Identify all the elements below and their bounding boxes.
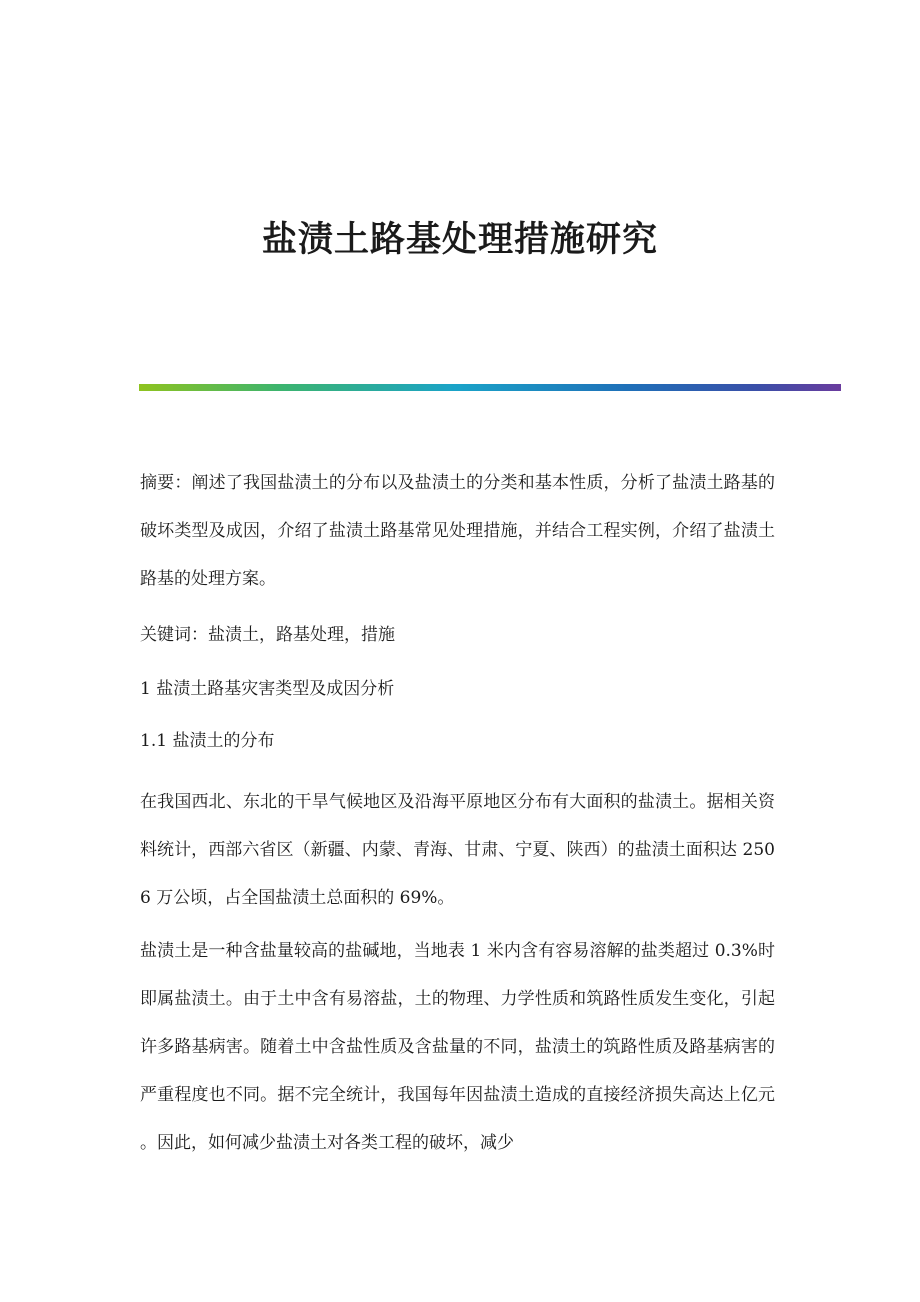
title-divider <box>139 384 841 391</box>
body-paragraph-1: 在我国西北、东北的干旱气候地区及沿海平原地区分布有大面积的盐渍土。据相关资料统计，西部六省区（新疆、内蒙、青海、甘肃、宁夏、陕西）的盐渍土面积达 2506 万公顷，占全国盐渍土总面积的 69%。 <box>140 792 775 908</box>
section-heading-1: 1 盐渍土路基灾害类型及成因分析 <box>140 679 395 699</box>
body-paragraph-2: 盐渍土是一种含盐量较高的盐碱地，当地表 1 米内含有容易溶解的盐类超过 0.3%时即属盐渍土。由于土中含有易溶盐，土的物理、力学性质和筑路性质发生变化，引起许多路基病害。随着土中含盐性质及含盐量的不同，盐渍土的筑路性质及路基病害的严重程度也不同。据不完全统计，我国每年因盐渍土造成的直接经济损失高达上亿元。因此，如何减少盐渍土对各类工程的破坏，减少 <box>140 941 775 1153</box>
abstract-paragraph: 摘要：阐述了我国盐渍土的分布以及盐渍土的分类和基本性质，分析了盐渍土路基的破坏类型及成因，介绍了盐渍土路基常见处理措施，并结合工程实例，介绍了盐渍土路基的处理方案。 <box>140 473 775 589</box>
section-heading-1-1: 1.1 盐渍土的分布 <box>140 731 275 751</box>
keywords-line: 关键词：盐渍土，路基处理，措施 <box>140 625 395 645</box>
document-title: 盐渍土路基处理措施研究 <box>261 219 658 260</box>
